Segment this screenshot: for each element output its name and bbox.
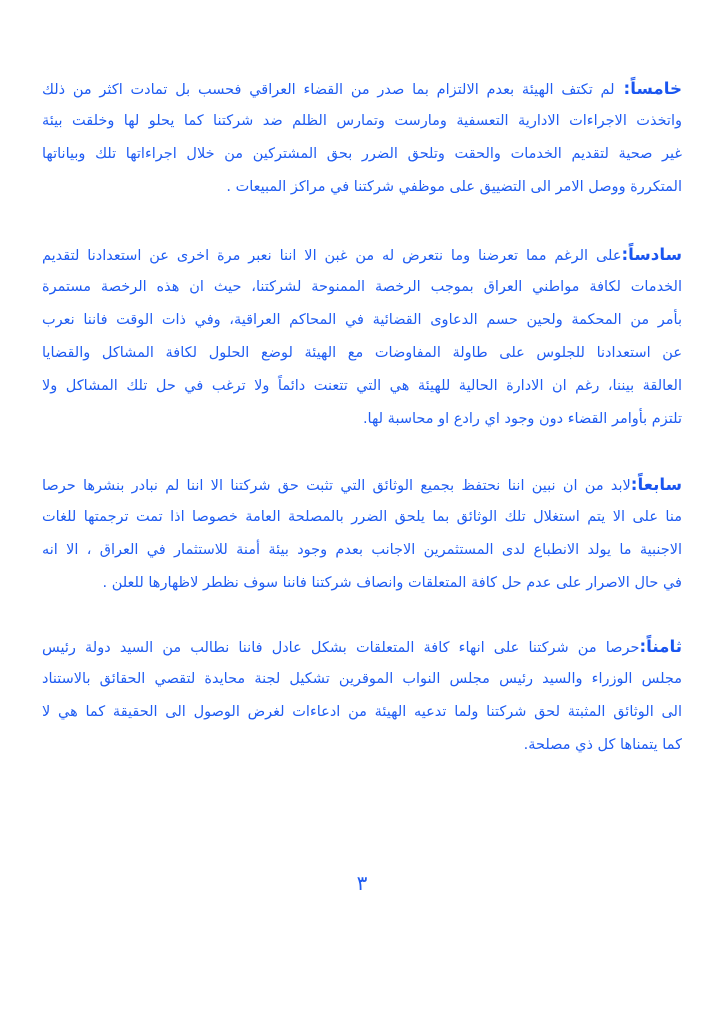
line-text: على الرغم مما تعرضنا وما نتعرض له من غبن الا اننا نعبر مرة اخرى عن استعدادنا لتقديم bbox=[42, 248, 622, 264]
paragraph-line: في حال الاصرار على عدم حل كافة المتعلقات وانصاف شركتنا فاننا سوف نظطر لاظهارها للعلن . bbox=[102, 575, 682, 591]
paragraph-line bbox=[42, 238, 682, 271]
section-heading: سابعاً: bbox=[630, 475, 682, 494]
section-eighth bbox=[42, 630, 682, 762]
paragraph-line: واتخذت الاجراءات الادارية التعسفية ومارست وتمارس الظلم ضد شركتنا كما يحلو لها وخلقت بيئة bbox=[42, 113, 682, 129]
paragraph-line: مجلس الوزراء والسيد رئيس مجلس النواب الموقرين تشكيل لجنة محايدة لتقصي الحقائق بالاستناد bbox=[42, 671, 682, 687]
paragraph-line: الخدمات لكافة مواطني العراق بموجب الرخصة الممنوحة لشركتنا، حيث ان هذه الرخصة مستمرة bbox=[42, 279, 682, 295]
section-seventh bbox=[42, 468, 682, 600]
section-fifth bbox=[42, 72, 682, 204]
paragraph-line: العالقة بيننا، رغم ان الادارة الحالية للهيئة هي التي تتعنت دائماً ولا ترغب في حل تلك المشاكل ولا bbox=[42, 378, 682, 394]
section-heading: سادساً: bbox=[621, 245, 682, 264]
paragraph-line: غير صحية لتقديم الخدمات والحقت وتلحق الضرر بحق المشتركين من خلال اجراءاتها تلك وبياناتها bbox=[42, 146, 682, 162]
paragraph-line bbox=[42, 468, 682, 501]
line-text: لم تكتف الهيئة بعدم الالتزام بما صدر من القضاء العراقي فحسب بل تمادت اكثر من ذلك bbox=[42, 82, 615, 98]
section-heading: ثامناً: bbox=[639, 637, 682, 656]
paragraph-line: الاجنبية ما يولد الانطباع لدى المستثمرين الاجانب بعدم وجود بيئة أمنة للاستثمار في العراق ، الا انه bbox=[42, 542, 682, 558]
paragraph-line: تلتزم بأوامر القضاء دون وجود اي رادع او محاسبة لها. bbox=[362, 411, 682, 427]
section-heading: خامساً: bbox=[614, 79, 682, 98]
page-number: ٣ bbox=[356, 871, 368, 895]
line-text: حرصا من شركتنا على انهاء كافة المتعلقات بشكل عادل فاننا نطالب من السيد دولة رئيس bbox=[42, 640, 640, 656]
paragraph-line: الى الوثائق المثبتة لحق شركتنا ولما تدعيه الهيئة من ادعاءات لغرض الوصول الى الحقيقة كما هي لا bbox=[42, 704, 682, 720]
paragraph-line: كما يتمناها كل ذي مصلحة. bbox=[523, 737, 682, 753]
paragraph-line bbox=[42, 630, 682, 663]
paragraph-line bbox=[42, 72, 682, 105]
paragraph-line: المتكررة ووصل الامر الى التضييق على موظفي شركتنا في مراكز المبيعات . bbox=[226, 179, 682, 195]
paragraph-line: بأمر من المحكمة ولحين حسم الدعاوى القضائية في المحاكم العراقية، وفي ذات الوقت فاننا نعرب bbox=[42, 312, 682, 328]
line-text: لابد من ان نبين اننا نحتفظ بجميع الوثائق التي تثبت حق شركتنا الا اننا لم نبادر بنشرها حرصا bbox=[42, 478, 631, 494]
paragraph-line: عن استعدادنا للجلوس على طاولة المفاوضات مع الهيئة لوضع الحلول لكافة المشاكل والقضايا bbox=[42, 345, 682, 361]
section-sixth bbox=[42, 238, 682, 436]
paragraph-line: منا على الا يتم استغلال تلك الوثائق بما يلحق الضرر بالمصلحة العامة خصوصا اذا تمت ترجمتها للغات bbox=[42, 509, 682, 525]
